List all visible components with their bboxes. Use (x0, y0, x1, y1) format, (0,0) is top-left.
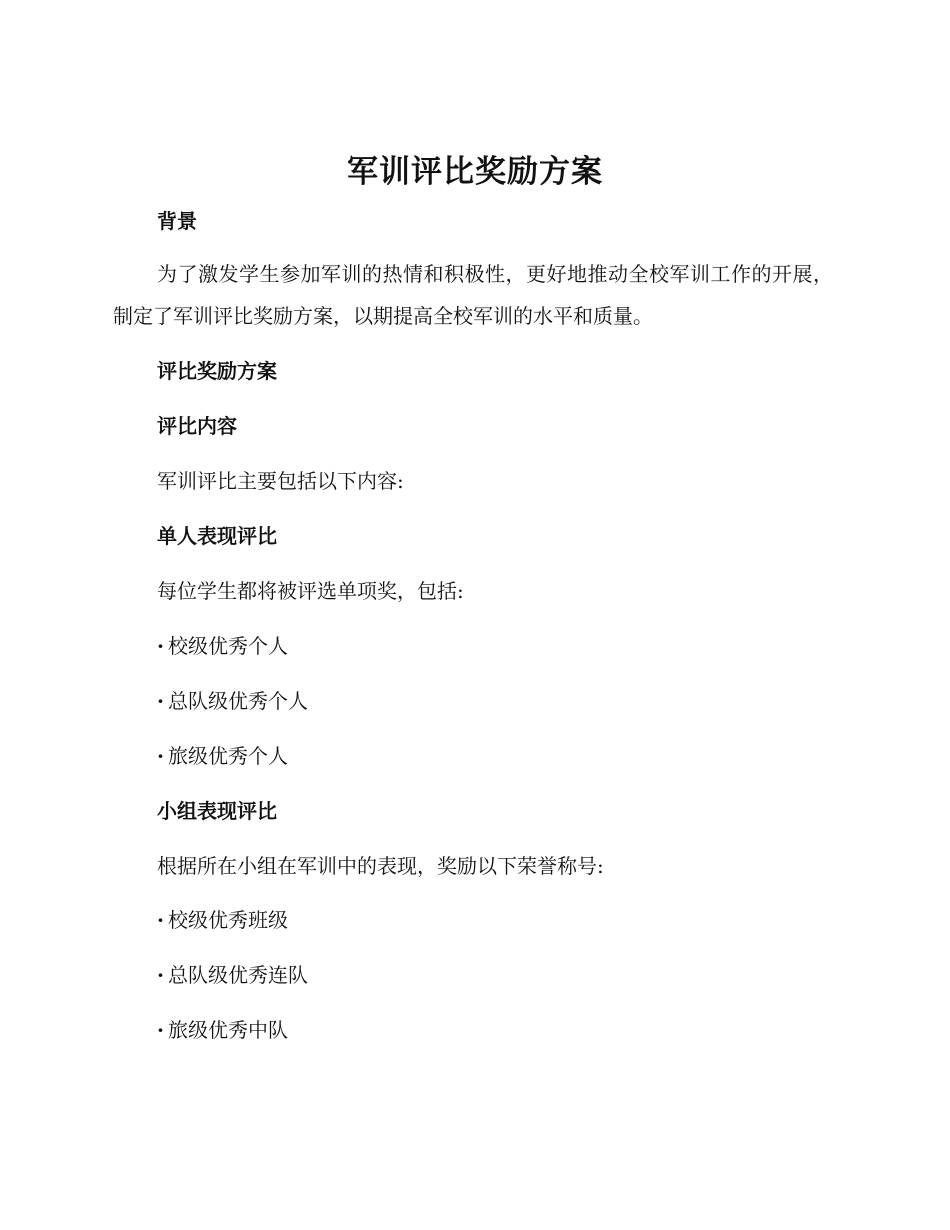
list-item (157, 1016, 288, 1044)
bullet-icon: · (157, 963, 164, 987)
list-item-label: 旅级优秀个人 (168, 744, 288, 768)
content-intro-text: 军训评比主要包括以下内容: (157, 469, 404, 493)
heading-background: 背景 (157, 209, 197, 233)
background-paragraph: 为了激发学生参加军训的热情和积极性，更好地推动全校军训工作的开展，制定了军训评比奖励方案，以期提高全校军训的水平和质量。 (113, 262, 833, 328)
list-item-label: 总队级优秀连队 (168, 963, 308, 987)
list-item-label: 旅级优秀中队 (168, 1018, 288, 1042)
document-title: 军训评比奖励方案 (347, 154, 603, 190)
heading-group: 小组表现评比 (157, 799, 277, 823)
group-intro-text: 根据所在小组在军训中的表现，奖励以下荣誉称号: (157, 854, 604, 878)
list-item (157, 687, 308, 715)
list-item-label: 校级优秀个人 (168, 634, 288, 658)
individual-intro-text: 每位学生都将被评选单项奖，包括: (157, 579, 464, 603)
bullet-icon: · (157, 744, 164, 768)
list-item (157, 906, 288, 934)
heading-content: 评比内容 (157, 414, 237, 438)
bullet-icon: · (157, 634, 164, 658)
list-item-label: 总队级优秀个人 (168, 689, 308, 713)
heading-plan: 评比奖励方案 (157, 359, 277, 383)
bullet-icon: · (157, 689, 164, 713)
list-item (157, 632, 288, 660)
heading-individual: 单人表现评比 (157, 524, 277, 548)
list-item (157, 961, 308, 989)
list-item-label: 校级优秀班级 (168, 908, 288, 932)
list-item (157, 742, 288, 770)
bullet-icon: · (157, 908, 164, 932)
bullet-icon: · (157, 1018, 164, 1042)
